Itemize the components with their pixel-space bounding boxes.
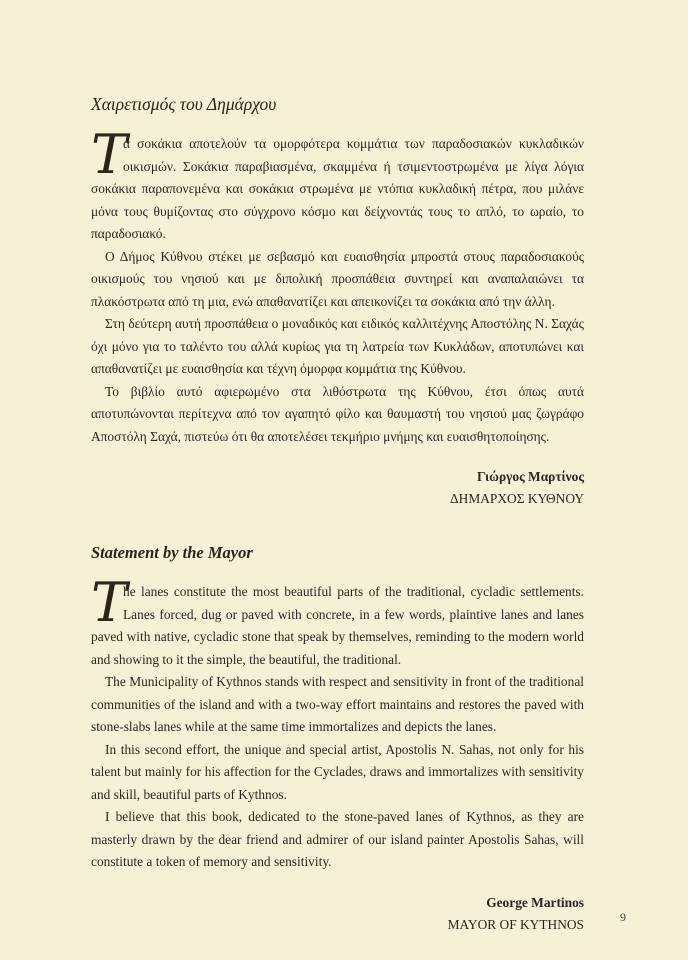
greek-paragraph-4: Το βιβλίο αυτό αφιερωμένο στα λιθόστρωτα της Κύθνου, έτσι όπως αυτά αποτυπώνονται περίτεχνα από τον αγαπητό φίλο και θαυμαστή του νησιού μας ζωγράφο Αποστόλη Σαχά, πιστεύω ότι θα αποτελέσει τεκμήριο μνήμης και ευαισθητοποίησης.	[91, 383, 584, 444]
greek-body	[91, 123, 584, 448]
english-signature-title: MAYOR OF KYTHNOS	[447, 916, 584, 932]
greek-paragraph-1-text: α σοκάκια αποτελούν τα ομορφότερα κομμάτια των παραδοσιακών κυκλαδικών οικισμών. Σοκάκια παραβιασμένα, σκαμμένα ή τσιμεντοστρωμένα με λίγα λόγια σοκάκια παραπονεμένα και σοκάκια στρωμένα με ντόπια κυκλαδική πέτρα, που μιλάνε μόνα τους θυμίζοντας στο σύγχρονο κόσμο και δείχνοντάς τους το απλό, το ωραίο, το παραδοσιακό.	[91, 136, 584, 241]
greek-paragraph-2: Ο Δήμος Κύθνου στέκει με σεβασμό και ευαισθησία μπροστά στους παραδοσιακούς οικισμούς του νησιού και με διπολική προσπάθεια συντηρεί και αναπαλαιώνει τα πλακόστρωτα από τη μια, ενώ απαθανατίζει και απεικονίζει τα σοκάκια από την άλλη.	[91, 248, 584, 309]
english-paragraph-1	[91, 571, 584, 671]
english-signature	[91, 892, 584, 936]
english-paragraph-2: The Municipality of Kythnos stands with respect and sensitivity in front of the traditional communities of the island and with a two-way effort maintains and restores the paved with stone-slabs lanes while at the same time immortalizes and depicts the lanes.	[91, 674, 584, 734]
english-title: Statement by the Mayor	[91, 543, 253, 562]
english-signature-name: George Martinos	[486, 894, 584, 910]
english-dropcap: T	[91, 571, 128, 634]
greek-paragraph-3: Στη δεύτερη αυτή προσπάθεια ο μοναδικός και ειδικός καλλιτέχνης Αποστόλης Ν. Σαχάς όχι μόνο για το ταλέντο του αλλά κυρίως για τη λατρεία των Κυκλάδων, αποτυπώνει και απαθανατίζει με ευαισθησία και τέχνη όμορφα κομμάτια της Κύθνου.	[91, 316, 584, 376]
greek-signature	[91, 466, 584, 510]
greek-dropcap: Τ	[91, 123, 128, 186]
english-paragraph-3: In this second effort, the unique and special artist, Apostolis N. Sahas, not only for his talent but mainly for his affection for the Cyclades, draws and immortalizes with sensitivity and skill, beautiful parts of Kythnos.	[91, 741, 584, 802]
greek-section	[91, 94, 584, 510]
page-number: 9	[620, 910, 626, 924]
english-paragraph-4: I believe that this book, dedicated to the stone-paved lanes of Kythnos, as they are masterly drawn by the dear friend and admirer of our island painter Apostolis Sahas, will constitute a token of memory and sensitivity.	[91, 809, 584, 869]
greek-signature-title: ΔΗΜΑΡΧΟΣ ΚΥΘΝΟΥ	[450, 491, 584, 506]
greek-title: Χαιρετισμός του Δημάρχου	[91, 94, 277, 114]
greek-paragraph-1	[91, 123, 584, 246]
english-section	[91, 543, 584, 936]
greek-signature-name: Γιώργος Μαρτίνος	[476, 469, 584, 484]
english-paragraph-1-text: he lanes constitute the most beautiful parts of the traditional, cycladic settlements. Lanes forced, dug or paved with concrete, in a few words, plaintive lanes and lanes paved with native, cycladic stone that speak by themselves, reminding to the modern world and showing to it the simple, the beautiful, the traditional.	[91, 584, 584, 667]
english-body	[91, 571, 584, 874]
